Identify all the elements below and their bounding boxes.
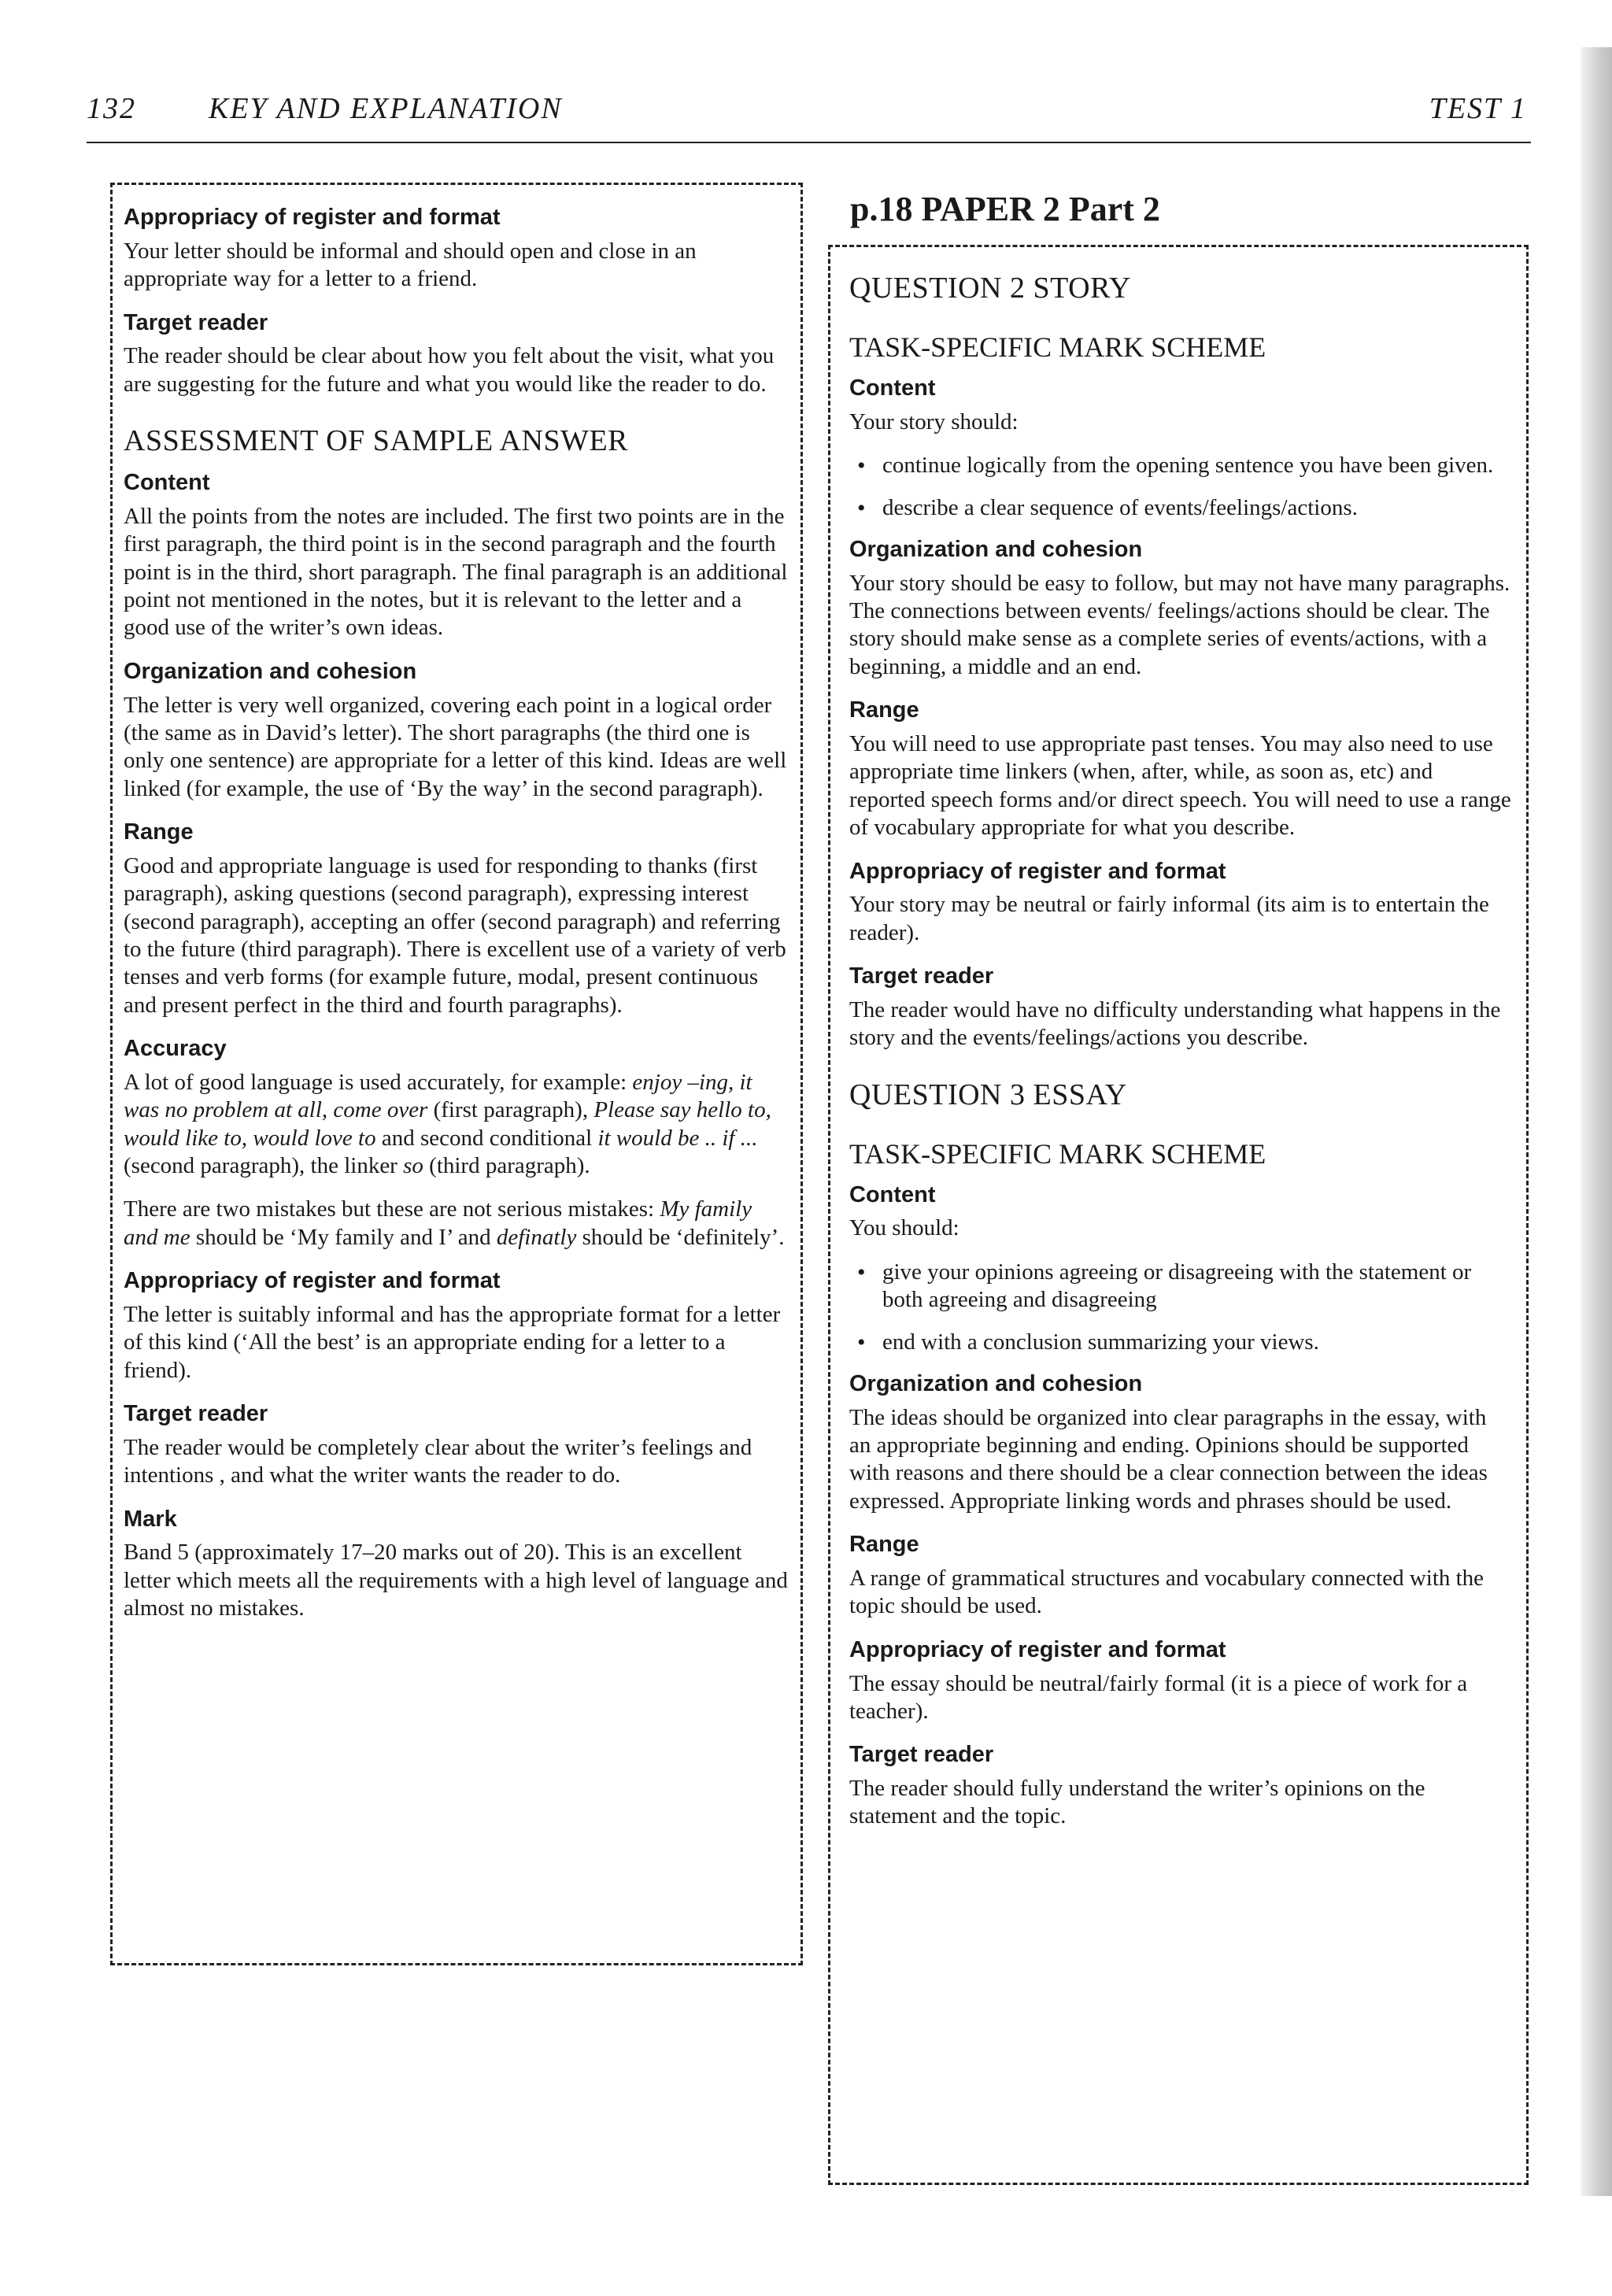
example-phrase: it would be .. if ... (597, 1125, 758, 1151)
paragraph: The reader would be completely clear about the writer’s feelings and intentions , and what the writer wants the reader to do. (124, 1434, 752, 1488)
paragraph: The reader should be clear about how you felt about the visit, what you are suggesting for the future and what you would like the reader to do. (124, 343, 775, 397)
example-phrase: definatly (496, 1224, 577, 1250)
text-run: A lot of good language is used accurately, for example: (124, 1069, 633, 1095)
criterion-label: Organization and cohesion (849, 1370, 1143, 1396)
criterion-label: Target reader (124, 309, 268, 335)
bullet-item: • give your opinions agreeing or disagreeing with the statement or both agreeing and disagreeing (849, 1259, 1512, 1314)
criterion-label: Target reader (124, 1401, 268, 1427)
section-heading: QUESTION 3 ESSAY (849, 1078, 1127, 1111)
criterion-label: Content (124, 470, 210, 496)
example-phrase: enjoy –ing, it was no problem at all, come over (124, 1069, 752, 1123)
paragraph: Your story should be easy to follow, but may not have many paragraphs. The connections between events/ feelings/actions should be clear. The story should make sense as a complete series of events/actions, with a beginning, a middle and an end. (849, 570, 1510, 679)
paragraph: All the points from the notes are included. The first two points are in the first paragraph, the third point is in the second paragraph and the fourth point is in the third, short paragraph. The final paragraph is an additional point not mentioned in the notes, but it is relevant to the letter and a good use of the writer’s own ideas. (124, 503, 788, 641)
paper-title: p.18 PAPER 2 Part 2 (850, 190, 1160, 228)
mark-scheme-heading: TASK-SPECIFIC MARK SCHEME (849, 1137, 1266, 1170)
criterion-label: Content (849, 375, 936, 401)
running-head-title: KEY AND EXPLANATION (209, 92, 563, 125)
paragraph: You should: (849, 1215, 959, 1241)
bullet-item: • describe a clear sequence of events/feelings/actions. (849, 494, 1512, 522)
criterion-label: Appropriacy of register and format (124, 205, 501, 230)
paragraph: Good and appropriate language is used for responding to thanks (first paragraph), asking questions (second paragraph), expressing interest (second paragraph), accepting an offer (second paragraph) and referring to the future (third paragraph). There is excellent use of a variety of verb tenses and verb forms (for example future, modal, present continuous and present perfect in the third and fourth paragraphs). (124, 852, 786, 1018)
paragraph: The essay should be neutral/fairly formal (it is a piece of work for a teacher). (849, 1670, 1468, 1724)
criterion-label: Target reader (849, 963, 994, 989)
example-phrase: so (403, 1153, 423, 1179)
example-phrase: Please say hello to, would like to, would love to (124, 1097, 771, 1151)
criterion-label: Organization and cohesion (849, 536, 1143, 562)
paragraph: Band 5 (approximately 17–20 marks out of 20). This is an excellent letter which meets all the requirements with a high level of language and almost no mistakes. (124, 1540, 788, 1621)
bullet-item: • continue logically from the opening sentence you have been given. (849, 452, 1512, 479)
book-spine-shadow (1581, 47, 1612, 2196)
text-run: should be ‘definitely’. (576, 1224, 785, 1250)
section-heading: ASSESSMENT OF SAMPLE ANSWER (124, 424, 629, 458)
paragraph: The letter is suitably informal and has the appropriate format for a letter of this kind (‘All the best’ is an appropriate ending for a letter to a friend). (124, 1301, 781, 1383)
bullet-list (849, 1259, 1512, 1356)
criterion-label: Content (849, 1181, 936, 1207)
text-run: (first paragraph), (427, 1097, 594, 1123)
paragraph: Your letter should be informal and should open and close in an appropriate way for a letter to a friend. (124, 238, 697, 292)
sample-answer-assessment-box (110, 183, 803, 1965)
bullet-list (849, 452, 1512, 522)
paragraph: The reader should fully understand the writer’s opinions on the statement and the topic. (849, 1776, 1425, 1829)
mark-scheme-box (828, 245, 1529, 2185)
section-heading: QUESTION 2 STORY (849, 272, 1131, 305)
running-head (87, 87, 1527, 134)
criterion-label: Range (124, 819, 194, 845)
criterion-label: Range (849, 697, 919, 723)
paragraph: Your story should: (849, 409, 1019, 434)
paragraph: Your story may be neutral or fairly informal (its aim is to entertain the reader). (849, 892, 1489, 945)
criterion-label: Appropriacy of register and format (124, 1268, 501, 1294)
criterion-label: Accuracy (124, 1036, 227, 1062)
paragraph: The reader would have no difficulty understanding what happens in the story and the events/feelings/actions you describe. (849, 996, 1501, 1051)
right-column (828, 183, 1529, 2185)
bullet-item: • end with a conclusion summarizing your views. (849, 1329, 1512, 1356)
example-phrase: My family and me (124, 1196, 752, 1250)
criterion-label: Appropriacy of register and format (849, 1636, 1226, 1662)
paragraph: The letter is very well organized, covering each point in a logical order (the same as in David’s letter). The short paragraphs (the third one is only one sentence) are appropriate for a letter of this kind. Ideas are well linked (for example, the use of ‘By the way’ in the second paragraph). (124, 692, 787, 801)
paragraph-accuracy (124, 1069, 788, 1181)
running-head-test-label: TEST 1 (1429, 92, 1527, 125)
mark-scheme-heading: TASK-SPECIFIC MARK SCHEME (849, 331, 1266, 363)
criterion-label: Mark (124, 1506, 177, 1532)
paragraph: The ideas should be organized into clear paragraphs in the essay, with an appropriate beginning and ending. Opinions should be supported with reasons and there should be a clear connection between the ideas expressed. Appropriate linking words and phrases should be used. (849, 1404, 1488, 1514)
text-run: (third paragraph). (423, 1153, 590, 1179)
text-run: and second conditional (375, 1125, 598, 1151)
paragraph: A range of grammatical structures and vocabulary connected with the topic should be used. (849, 1566, 1484, 1619)
paragraph-mistakes (124, 1196, 788, 1252)
criterion-label: Target reader (849, 1742, 994, 1768)
criterion-label: Organization and cohesion (124, 658, 417, 684)
text-run: (second paragraph), the linker (124, 1153, 404, 1179)
text-run: should be ‘My family and I’ and (190, 1224, 497, 1250)
header-rule (87, 142, 1531, 143)
criterion-label: Appropriacy of register and format (849, 858, 1226, 884)
page-number: 132 (87, 92, 136, 125)
text-run: There are two mistakes but these are not serious mistakes: (124, 1196, 660, 1222)
criterion-label: Range (849, 1532, 919, 1558)
paragraph: You will need to use appropriate past tenses. You may also need to use appropriate time linkers (when, after, while, as soon as, etc) and reported speech forms and/or direct speech. You will need to use a range of vocabulary appropriate for what you describe. (849, 731, 1511, 841)
